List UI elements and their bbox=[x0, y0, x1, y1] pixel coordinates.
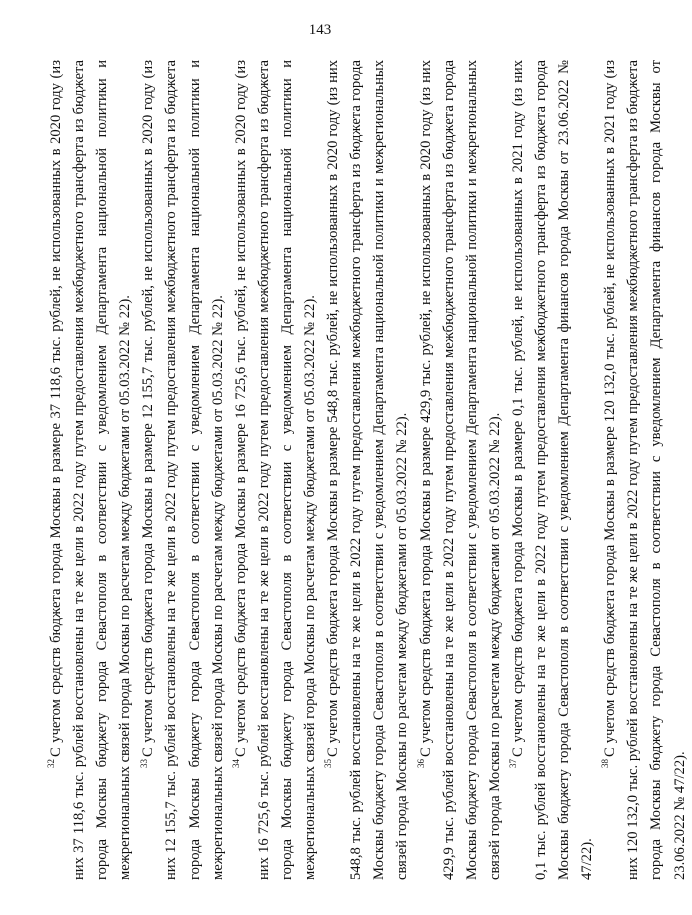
footnote-text: С учетом средств бюджета города Москвы в размере 12 155,7 тыс. рублей, не использованных в 2020 году (из них 12 155,7 тыс. рублей восстановлены на те же цели в 2022 году путем предоставления межбюджетного трансферта из бюджета города Москвы бюджету города Севастополя в соответствии с уведомлением Департамента национальной политики и межрегиональных связей города Москвы по расчетам между бюджетами от 05.03.2022 № 22). bbox=[140, 60, 226, 880]
footnote-33 bbox=[137, 60, 229, 880]
footnote-32 bbox=[45, 60, 137, 880]
footnotes bbox=[45, 60, 692, 880]
footnote-text: С учетом средств бюджета города Москвы в размере 548,8 тыс. рублей, не использованных в 2020 году (из них 548,8 тыс. рублей восстановлены на те же цели в 2022 году путем предоставления межбюджетного трансферта из бюджета города Москвы бюджету города Севастополя в соответствии с уведомлением Департамента национальной политики и межрегиональных связей города Москвы по расчетам между бюджетами от 05.03.2022 № 22). bbox=[325, 60, 411, 880]
footnote-number: 38 bbox=[600, 759, 611, 768]
footnote-34 bbox=[230, 60, 322, 880]
footnote-number: 34 bbox=[230, 759, 241, 768]
footnote-38 bbox=[599, 60, 691, 880]
footnote-number: 35 bbox=[323, 759, 334, 768]
footnote-number: 36 bbox=[415, 759, 426, 768]
footnote-37 bbox=[507, 60, 599, 880]
rotated-content bbox=[45, 60, 688, 880]
footnote-35 bbox=[322, 60, 414, 880]
footnote-number: 32 bbox=[46, 759, 57, 768]
footnote-text: С учетом средств бюджета города Москвы в размере 0,1 тыс. рублей, не использованных в 2021 году (из них 0,1 тыс. рублей восстановлены на те же цели в 2022 году путем предоставления межбюджетного трансферта из бюджета города Москвы бюджету города Севастополя в соответствии с уведомлением Департамента финансов города Москвы от 23.06.2022 № 47/22). bbox=[509, 60, 596, 880]
page-number: 143 bbox=[308, 22, 332, 38]
footnote-number: 37 bbox=[508, 759, 519, 768]
footnote-text: С учетом средств бюджета города Москвы в размере 429,9 тыс. рублей, не использованных в 2020 году (из них 429,9 тыс. рублей восстановлены на те же цели в 2022 году путем предоставления межбюджетного трансферта из бюджета города Москвы бюджету города Севастополя в соответствии с уведомлением Департамента национальной политики и межрегиональных связей города Москвы по расчетам между бюджетами от 05.03.2022 № 22). bbox=[417, 60, 503, 880]
footnote-text: С учетом средств бюджета города Москвы в размере 120 132,0 тыс. рублей, не использованных в 2021 году (из них 120 132,0 тыс. рублей восстановлены на те же цели в 2022 году путем предоставления межбюджетного трансферта из бюджета города Москвы бюджету города Севастополя в соответствии с уведомлением Департамента финансов города Москвы от 23.06.2022 № 47/22). bbox=[602, 60, 688, 880]
footnote-text: С учетом средств бюджета города Москвы в размере 37 118,6 тыс. рублей, не использованных в 2020 году (из них 37 118,6 тыс. рублей восстановлены на те же цели в 2022 году путем предоставления межбюджетного трансферта из бюджета города Москвы бюджету города Севастополя в соответствии с уведомлением Департамента национальной политики и межрегиональных связей города Москвы по расчетам между бюджетами от 05.03.2022 № 22). bbox=[48, 60, 134, 880]
footnote-text: С учетом средств бюджета города Москвы в размере 16 725,6 тыс. рублей, не использованных в 2020 году (из них 16 725,6 тыс. рублей восстановлены на те же цели в 2022 году путем предоставления межбюджетного трансферта из бюджета города Москвы бюджету города Севастополя в соответствии с уведомлением Департамента национальной политики и межрегиональных связей города Москвы по расчетам между бюджетами от 05.03.2022 № 22). bbox=[232, 60, 319, 880]
footnote-36 bbox=[415, 60, 507, 880]
footnote-number: 33 bbox=[138, 759, 149, 768]
